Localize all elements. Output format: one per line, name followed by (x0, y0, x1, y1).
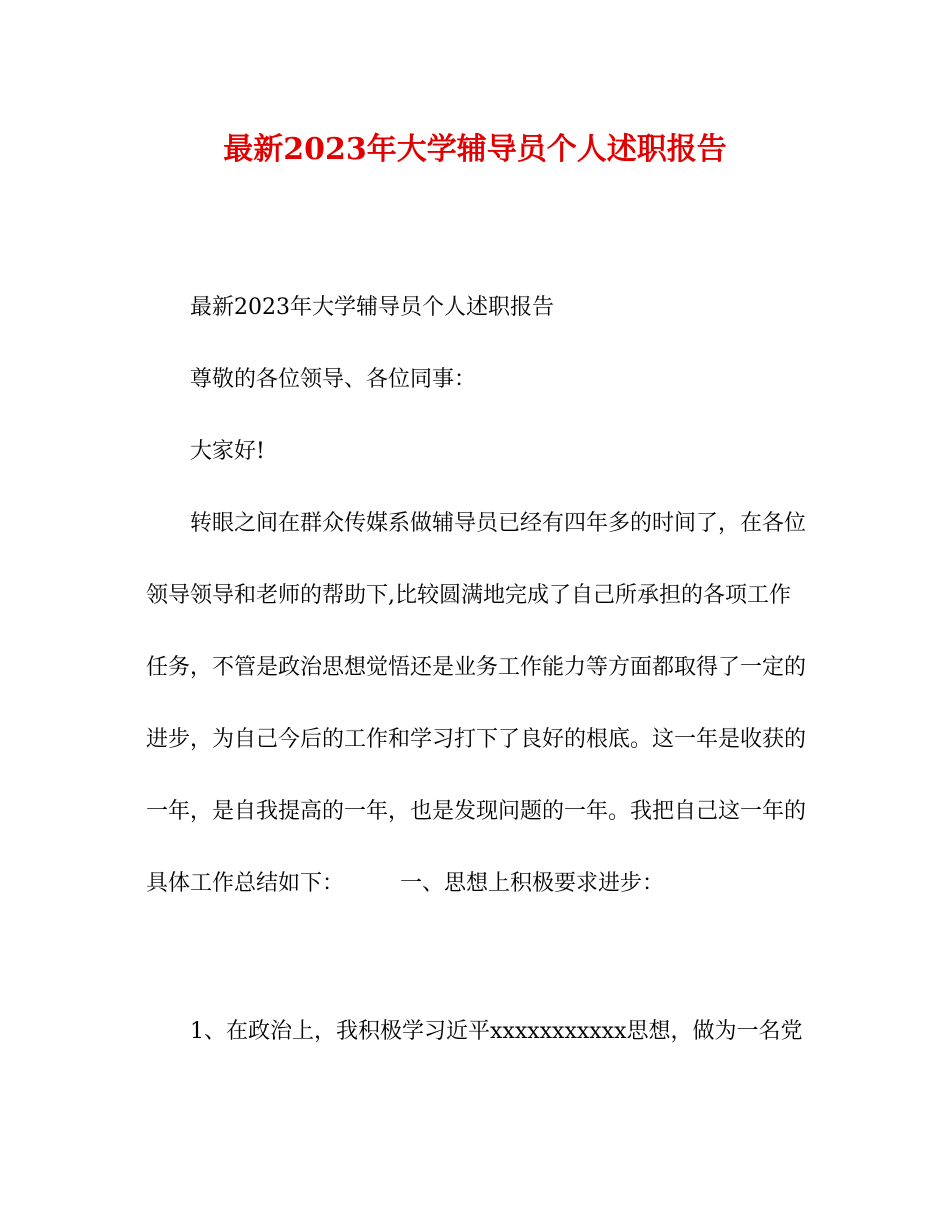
paragraph-line: 具体工作总结如下： (146, 871, 345, 896)
paragraph-line: 一年，是自我提高的一年，也是发现问题的一年。我把自己这一年的 (146, 799, 807, 824)
page-title: 最新2023年大学辅导员个人述职报告 (223, 132, 727, 167)
paragraph-line: 任务，不管是政治思想觉悟还是业务工作能力等方面都取得了一定的 (146, 655, 807, 680)
paragraph-line: 领导领导和老师的帮助下,比较圆满地完成了自己所承担的各项工作 (146, 583, 791, 608)
greeting: 大家好! (190, 439, 265, 464)
salutation: 尊敬的各位领导、各位同事： (190, 367, 477, 392)
paragraph-line-with-heading (146, 868, 664, 900)
document-subtitle: 最新2023年大学辅导员个人述职报告 (190, 295, 554, 320)
paragraph-line: 转眼之间在群众传媒系做辅导员已经有四年多的时间了，在各位 (190, 511, 807, 536)
section-heading: 一、思想上积极要求进步： (400, 871, 665, 896)
paragraph-line: 1、在政治上，我积极学习近平xxxxxxxxxxx思想，做为一名党 (190, 1019, 803, 1044)
paragraph-line: 进步，为自己今后的工作和学习打下了良好的根底。这一年是收获的 (146, 727, 807, 752)
